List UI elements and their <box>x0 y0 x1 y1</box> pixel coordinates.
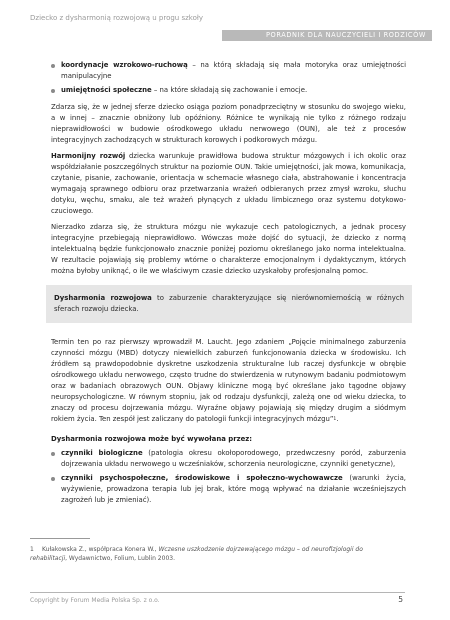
list-item-term: koordynacje wzrokowo-ruchową <box>61 61 188 69</box>
paragraph <box>51 337 406 425</box>
footnote-divider <box>30 538 90 539</box>
footnote-authors: Kułakowska Z., współpraca Konera W., <box>42 546 159 553</box>
footnote-publisher: , Wydawnictwo, Folium, Lublin 2003. <box>65 555 175 562</box>
paragraph-lead: Harmonijny rozwój <box>51 152 126 160</box>
paragraph-end: . <box>336 415 339 423</box>
section-band-label: PORADNIK DLA NAUCZYCIELI I RODZICÓW <box>265 31 426 39</box>
running-header-title: Dziecko z dysharmonią rozwojową u progu szkoły <box>30 14 204 22</box>
page-number: 5 <box>398 595 403 604</box>
list-item <box>51 85 406 96</box>
footnote-number: 1 <box>30 546 34 553</box>
list-item-term: czynniki biologiczne <box>61 449 143 457</box>
footer-copyright: Copyright by Forum Media Polska Sp. z o.o. <box>30 597 160 604</box>
list-item-term: czynniki psychospołeczne, środowiskowe i społeczno-wychowawcze <box>61 474 343 482</box>
paragraph: Zdarza się, że w jednej sferze dziecko osiąga poziom ponadprzeciętny w stosunku do swojego wieku, a w innej – znacznie obniżony lub opóźniony. Różnice te wynikają nie tylko z różnego rodzaju nieprawidłowości w budowie ośrodkowego układu nerwowego (OUN), ale też z procesów integracyjnych zachodzących w strukturach korowych i podkorowych mózgu. <box>51 103 406 144</box>
list-item-term: umiejętności społeczne <box>61 86 152 94</box>
paragraph <box>51 151 406 217</box>
section-heading-text: Dysharmonia rozwojowa może być wywołana przez: <box>51 435 253 443</box>
definition-term: Dysharmonia rozwojowa <box>54 294 152 302</box>
list-item-text: (warunki życia, wyżywienie, prowadzona terapia lub jej brak, które mogą wpływać na działanie wcześniejszych zagrożeń lub je zmieniać). <box>61 474 406 504</box>
definition-text: to zaburzenie charakteryzujące się nierównomiernością w różnych sferach rozwoju dziecka. <box>54 294 404 313</box>
footnote <box>30 545 390 563</box>
footer-divider <box>30 592 405 593</box>
list-item-text: – na które składają się zachowanie i emocje. <box>151 86 308 94</box>
section-band <box>222 30 432 41</box>
definition-box <box>46 285 412 323</box>
paragraph: Nierzadko zdarza się, że struktura mózgu nie wykazuje cech patologicznych, a jednak procesy integracyjne przebiegają nieprawidłowo. Wówczas może dojść do sytuacji, że dziecko z normą intelektualną będzie funkcjonowało znacznie poniżej poziomu określanego jako norma intelektualna. W rezultacie pojawiają się problemy wtórne o charakterze emocjonalnym i dydaktycznym, których można byłoby uniknąć, o ile we właściwym czasie dziecko uzyskałoby profesjonalną pomoc. <box>51 223 406 275</box>
page-content <box>51 60 406 509</box>
section-heading <box>51 434 406 445</box>
list-item-text: – na którą składają się mała motoryka oraz umiejętności manipulacyjne <box>61 61 406 80</box>
paragraph-text: Termin ten po raz pierwszy wprowadził M. Laucht. Jego zdaniem „Pojęcie minimalnego zaburzenia czynności mózgu (MBD) dotyczy niewielkich zaburzeń funkcjonowania dziecka w środowisku. Ich źródłem są prawdopodobnie dyskretne uszkodzenia strukturalne lub raczej dysfunkcje w obrębie ośrodkowego układu nerwowego, często trudne do stwierdzenia w rutynowym badaniu podmiotowym oraz w badaniach obrazowych OUN. Objawy kliniczne mogą być określane jako tągodne objawy neuropsychologiczne. W równym stopniu, jak od rodzaju dysfunkcji, zależą one od wieku dziecka, to znaczy od procesu dojrzewania mózgu. Wyraźne objawy pojawiają się między drugim a siódmym rokiem życia. Ten zespół jest zaliczany do patologii funkcji integracyjnych mózgu” <box>51 338 406 423</box>
footnote-title: Wczesne uszkodzenie dojrzewającego mózgu – od neurofizjologii do rehabilitacji <box>30 546 363 562</box>
list-item <box>51 60 406 82</box>
list-item <box>51 448 406 470</box>
list-item-text: (patologia okresu okołoporodowego, przedwczesny poród, zaburzenia dojrzewania układu nerwowego u wcześniaków, schorzenia neurologiczne, czynniki genetyczne), <box>61 449 406 468</box>
paragraph-text: dziecka warunkuje prawidłowa budowa struktur mózgowych i ich okolic oraz współdziałanie poszczególnych struktur na poziomie OUN. Takie umiejętności, jak mowa, komunikacja, czytanie, pisanie, zachowanie, orientacja w schemacie własnego ciała, abstrahowanie i koncentracja wymagają sprawnego odbioru oraz przetwarzania wrażeń odbieranych przez zmysł wzroku, słuchu dotyku, węchu, smaku, ale też wrażeń płynących z układu limbicznego oraz systemu dotykowo-czuciowego. <box>51 152 406 215</box>
footnote-ref[interactable]: 1 <box>333 417 337 422</box>
list-item <box>51 473 406 506</box>
